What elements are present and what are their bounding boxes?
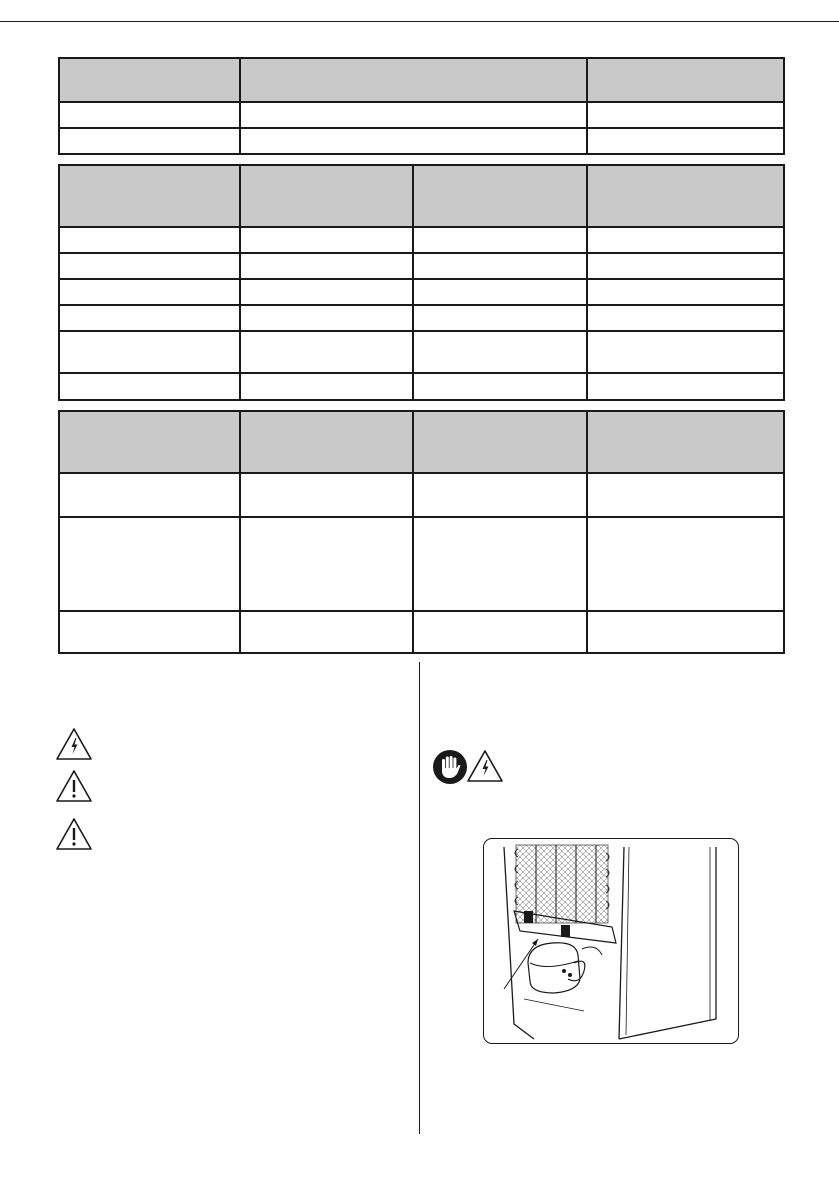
- table-cell: [587, 331, 784, 373]
- table-cell: [413, 279, 587, 305]
- header-cell: [413, 165, 587, 227]
- table-cell: [587, 611, 784, 653]
- compressor-illustration-frame: [483, 838, 739, 1044]
- table-cell: [413, 373, 587, 400]
- table-cell: [59, 279, 240, 305]
- table-cell: [413, 253, 587, 279]
- electric-hazard-icon: [466, 749, 504, 788]
- table-cell: [59, 253, 240, 279]
- table-cell: [59, 373, 240, 400]
- table-cell: [587, 279, 784, 305]
- table-row: [59, 331, 784, 373]
- table-cell: [587, 227, 784, 253]
- table-cell: [413, 227, 587, 253]
- table-header-row: [59, 58, 784, 102]
- header-cell: [587, 411, 784, 473]
- table-row: [59, 517, 784, 611]
- stop-hand-icon: [433, 750, 467, 784]
- table-row: [59, 473, 784, 517]
- table-row: [59, 128, 784, 154]
- condenser-coil-illustration: [484, 839, 738, 1043]
- table-row: [59, 373, 784, 400]
- warning-icon: [55, 817, 93, 856]
- table-cell: [240, 227, 413, 253]
- table-cell: [587, 373, 784, 400]
- spec-table-1: [58, 57, 785, 155]
- table-header-row: [59, 411, 784, 473]
- table-cell: [587, 305, 784, 331]
- table-cell: [59, 517, 240, 611]
- header-cell: [587, 58, 784, 102]
- header-cell: [59, 411, 240, 473]
- table-row: [59, 305, 784, 331]
- header-cell: [587, 165, 784, 227]
- spec-table-2: [58, 164, 785, 401]
- table-cell: [59, 305, 240, 331]
- table-cell: [413, 331, 587, 373]
- table-cell: [240, 305, 413, 331]
- spec-table-3: [58, 410, 785, 654]
- table-cell: [59, 473, 240, 517]
- electric-hazard-icon: [55, 727, 93, 766]
- table-cell: [587, 517, 784, 611]
- table-cell: [240, 331, 413, 373]
- table-cell: [413, 305, 587, 331]
- table-cell: [59, 128, 240, 154]
- table-cell: [240, 253, 413, 279]
- column-divider: [419, 662, 420, 1134]
- table-cell: [59, 611, 240, 653]
- header-cell: [59, 165, 240, 227]
- table-row: [59, 227, 784, 253]
- table-cell: [413, 611, 587, 653]
- table-cell: [413, 517, 587, 611]
- table-cell: [59, 227, 240, 253]
- table-row: [59, 611, 784, 653]
- header-cell: [240, 58, 587, 102]
- top-rule: [0, 21, 839, 22]
- table-cell: [240, 102, 587, 128]
- compressor-illustration: [524, 943, 602, 1011]
- table-header-row: [59, 165, 784, 227]
- table-cell: [59, 102, 240, 128]
- table-cell: [240, 128, 587, 154]
- header-cell: [240, 411, 413, 473]
- table-cell: [59, 331, 240, 373]
- table-row: [59, 253, 784, 279]
- header-cell: [59, 58, 240, 102]
- table-cell: [413, 473, 587, 517]
- table-cell: [240, 373, 413, 400]
- table-cell: [587, 128, 784, 154]
- header-cell: [240, 165, 413, 227]
- table-cell: [240, 279, 413, 305]
- warning-icon: [55, 769, 93, 808]
- table-cell: [587, 102, 784, 128]
- table-cell: [240, 517, 413, 611]
- table-row: [59, 279, 784, 305]
- table-cell: [587, 473, 784, 517]
- table-row: [59, 102, 784, 128]
- table-cell: [240, 473, 413, 517]
- table-cell: [587, 253, 784, 279]
- table-cell: [240, 611, 413, 653]
- header-cell: [413, 411, 587, 473]
